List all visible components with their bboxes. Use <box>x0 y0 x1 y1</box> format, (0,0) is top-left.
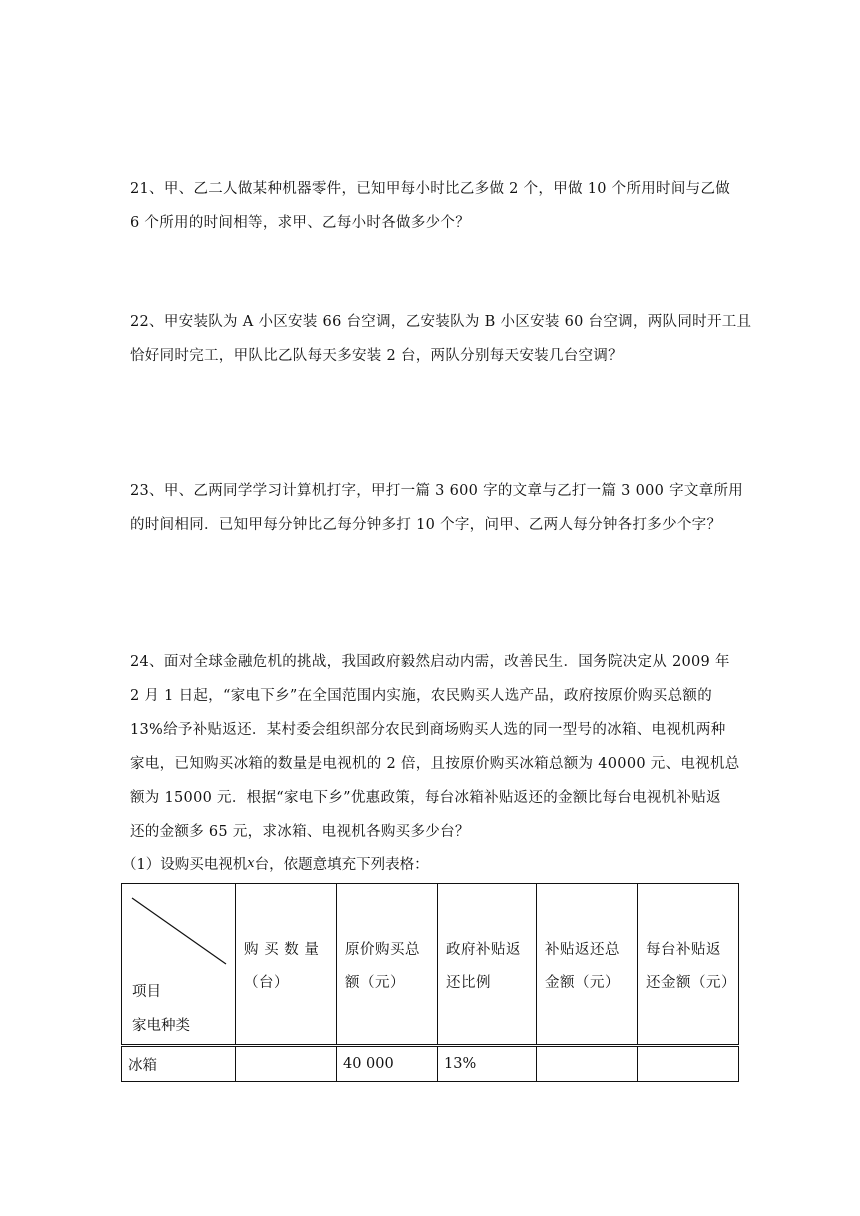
header-text: （台） <box>244 975 289 991</box>
header-text: 额（元） <box>345 975 405 991</box>
question-21 <box>130 172 740 240</box>
header-text: 还金额（元） <box>646 975 736 991</box>
table-header-cell <box>236 884 337 1046</box>
header-text: 还比例 <box>446 975 491 991</box>
question-line: 21、甲、乙二人做某种机器零件，已知甲每小时比乙多做 2 个，甲做 10 个所用时间与乙做 <box>130 181 731 197</box>
question-24 <box>130 645 740 849</box>
answer-cell[interactable] <box>537 1046 638 1082</box>
answer-cell[interactable] <box>638 1046 739 1082</box>
row-label: 冰箱 <box>122 1046 236 1082</box>
table-row <box>122 1046 739 1082</box>
table-corner-cell <box>122 884 236 1046</box>
question-23 <box>130 474 744 542</box>
variable-x: x <box>247 856 255 871</box>
question-line: 13%给予补贴返还．某村委会组织部分农民到商场购买人选的同一型号的冰箱、电视机两种 <box>130 722 726 738</box>
table-header-row <box>122 884 739 1046</box>
question-line: 恰好同时完工，甲队比乙队每天多安装 2 台，两队分别每天安装几台空调？ <box>130 348 623 364</box>
table-header-cell <box>537 884 638 1046</box>
question-line: 22、甲安装队为 A 小区安装 66 台空调，乙安装队为 B 小区安装 60 台空调，两队同时开工且 <box>130 314 752 330</box>
table-cell: 13% <box>438 1046 537 1082</box>
sub-question-1 <box>122 852 429 877</box>
header-text: 补贴返还总 <box>545 942 620 958</box>
question-line: 6 个所用的时间相等，求甲、乙每小时各做多少个？ <box>130 215 471 231</box>
header-text: 政府补贴返 <box>446 942 521 958</box>
corner-label-category: 家电种类 <box>132 1018 190 1034</box>
question-line: 的时间相同．已知甲每分钟比乙每分钟多打 10 个字，问甲、乙两人每分钟各打多少个字？ <box>130 517 722 533</box>
header-text: 每台补贴返 <box>646 942 721 958</box>
header-text: 原价购买总 <box>345 942 420 958</box>
question-line: 还的金额多 65 元，求冰箱、电视机各购买多少台？ <box>130 824 470 840</box>
question-line: 2 月 1 日起，“家电下乡”在全国范围内实施，农民购买人选产品，政府按原价购买总额的 <box>130 688 712 704</box>
header-text: 金额（元） <box>545 975 620 991</box>
question-22 <box>130 305 752 373</box>
table-header-cell <box>337 884 438 1046</box>
fill-in-table <box>121 883 739 1082</box>
corner-label-item: 项目 <box>132 984 161 1000</box>
table-cell: 40 000 <box>337 1046 438 1082</box>
question-line: 24、面对全球金融危机的挑战，我国政府毅然启动内需，改善民生．国务院决定从 2009 年 <box>130 654 730 670</box>
question-line: 家电，已知购买冰箱的数量是电视机的 2 倍，且按原价购买冰箱总额为 40000 元、电视机总 <box>130 756 740 772</box>
question-line: 额为 15000 元．根据“家电下乡”优惠政策，每台冰箱补贴返还的金额比每台电视机补贴返 <box>130 790 721 806</box>
question-line: 23、甲、乙两同学学习计算机打字，甲打一篇 3 600 字的文章与乙打一篇 3 000 字文章所用 <box>130 483 744 499</box>
sub-question-suffix: 台，依题意填充下列表格： <box>254 857 429 873</box>
table-header-cell <box>438 884 537 1046</box>
sub-question-prefix: （1）设购买电视机 <box>122 857 248 873</box>
table-header-cell <box>638 884 739 1046</box>
header-text: 购 买 数 量 <box>244 942 320 958</box>
answer-cell[interactable] <box>236 1046 337 1082</box>
